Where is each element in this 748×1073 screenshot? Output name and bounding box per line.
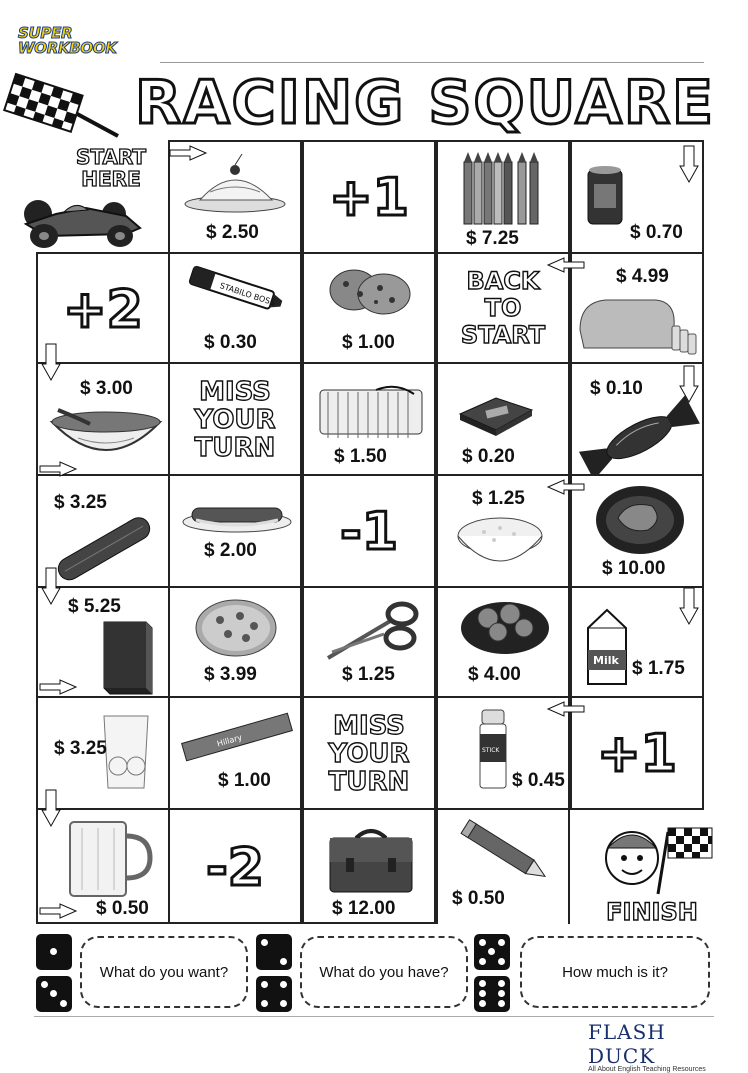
finish-label: FINISH <box>606 898 698 926</box>
salad-icon <box>460 594 550 656</box>
price-label: $ 1.50 <box>334 446 387 467</box>
cookies-icon <box>324 264 414 316</box>
board-cell-r1c4 <box>436 140 570 254</box>
die-three-icon <box>36 976 72 1012</box>
pointing-hand-icon <box>546 698 586 720</box>
board-cell-r2c3 <box>302 252 436 364</box>
back-to-start-line-3: START <box>460 321 546 349</box>
board-cell-r4c2 <box>168 474 302 588</box>
candy-icon <box>574 400 702 470</box>
back-to-start-text <box>438 268 568 349</box>
start-line-1: START <box>75 145 147 169</box>
finish-boy-icon <box>598 818 714 898</box>
board-cell-r3c4 <box>436 362 570 476</box>
turn-line: TURN <box>328 767 410 797</box>
price-label: $ 1.00 <box>342 332 395 353</box>
pizza-icon <box>194 598 278 658</box>
board-cell-r7c2 <box>168 808 302 924</box>
board-cell-r1c3 <box>302 140 436 254</box>
price-label: $ 7.25 <box>466 228 519 249</box>
price-label: $ 10.00 <box>602 558 666 579</box>
back-to-start-line-1: BACK <box>466 267 540 295</box>
price-label: $ 1.25 <box>342 664 395 685</box>
brand-line-2: WORKBOOK <box>18 39 117 57</box>
price-label: $ 2.50 <box>206 222 259 243</box>
glue-stick-icon <box>478 708 508 792</box>
steak-plate-icon <box>594 484 686 556</box>
board-cell-r5c2 <box>168 586 302 698</box>
board-cell-r6c5 <box>570 696 704 810</box>
board-cell-r5c4 <box>436 586 570 698</box>
milk-carton-icon <box>584 606 630 686</box>
price-label: $ 0.70 <box>630 222 683 243</box>
pointing-hand-icon <box>38 458 78 480</box>
die-two-icon <box>256 934 292 970</box>
turn-line: TURN <box>194 433 276 463</box>
miss-line: MISS <box>333 711 405 741</box>
logo-sub-text: All About English Teaching Resources <box>588 1066 706 1073</box>
price-label: $ 1.75 <box>632 658 685 679</box>
die-five-icon <box>474 934 510 970</box>
price-label: $ 0.10 <box>590 378 643 399</box>
school-bag-icon <box>326 824 416 894</box>
race-car-icon <box>16 194 144 250</box>
pointing-hand-icon <box>168 142 208 164</box>
board-cell-r5c3 <box>302 586 436 698</box>
price-label: $ 1.25 <box>472 488 525 509</box>
pencil-case-icon <box>48 516 158 578</box>
price-label: $ 0.50 <box>452 888 505 909</box>
footer-rule <box>34 1016 714 1017</box>
super-workbook-logo <box>18 26 148 62</box>
action-plus-one: +1 <box>597 724 677 784</box>
price-label: $ 3.00 <box>80 378 133 399</box>
bread-icon <box>576 290 700 356</box>
board-cell-r3c2 <box>168 362 302 476</box>
checkered-flag-icon <box>8 68 126 140</box>
hot-dog-icon <box>180 496 294 536</box>
brand-line-1: SUPER <box>18 24 73 42</box>
board-cell-r6c3 <box>302 696 436 810</box>
folder-icon <box>316 380 426 444</box>
scissors-icon <box>322 598 422 664</box>
ruler-icon <box>178 712 296 762</box>
crayons-icon <box>462 150 542 226</box>
milk-label: Milk <box>593 654 619 667</box>
your-line: YOUR <box>194 405 276 435</box>
beer-mug-icon <box>64 818 154 900</box>
pointing-hand-icon <box>546 476 586 498</box>
board-cell-r3c3 <box>302 362 436 476</box>
die-one-icon <box>36 934 72 970</box>
your-line: YOUR <box>328 739 410 769</box>
board-cell-r2c2 <box>168 252 302 364</box>
highlighter-brand: STABILO BOSS <box>218 281 277 308</box>
logo-main-text: FLASH DUCK <box>588 1020 666 1068</box>
header-rule <box>160 62 704 63</box>
start-label <box>60 146 162 190</box>
highlighter-icon <box>186 268 286 308</box>
flash-duck-logo <box>588 1020 718 1073</box>
price-label: $ 4.00 <box>468 664 521 685</box>
page-title: RACING SQUARE <box>134 68 716 138</box>
price-label: $ 2.00 <box>204 540 257 561</box>
action-minus-two: -2 <box>206 838 264 898</box>
prompt-what-do-you-have: What do you have? <box>300 936 468 1008</box>
eraser-box-icon <box>456 390 536 438</box>
price-label: $ 5.25 <box>68 596 121 617</box>
price-label: $ 3.25 <box>54 492 107 513</box>
die-six-icon <box>474 976 510 1012</box>
soup-bowl-icon <box>48 402 164 466</box>
board-cell-r4c5 <box>570 474 704 588</box>
board-cell-r2c5 <box>570 252 704 364</box>
start-line-2: HERE <box>81 167 141 191</box>
pointing-hand-icon <box>676 144 702 184</box>
prompt-what-do-you-want: What do you want? <box>80 936 248 1008</box>
price-label: $ 12.00 <box>332 898 396 919</box>
board-cell-r6c2 <box>168 696 302 810</box>
pencil-icon <box>456 820 556 884</box>
ruler-brand: Hillary <box>215 732 244 749</box>
board-cell-r4c3 <box>302 474 436 588</box>
rice-bowl-icon <box>454 512 546 574</box>
price-label: $ 3.99 <box>204 664 257 685</box>
prompt-how-much-is-it: How much is it? <box>520 936 710 1008</box>
price-label: $ 0.45 <box>512 770 565 791</box>
price-label: $ 4.99 <box>616 266 669 287</box>
soda-can-icon <box>586 164 624 228</box>
pointing-hand-icon <box>676 586 702 626</box>
action-plus-two: +2 <box>63 280 143 340</box>
pointing-hand-icon <box>38 566 64 606</box>
back-to-start-line-2: TO <box>484 294 522 322</box>
pointing-hand-icon <box>38 900 78 922</box>
book-icon <box>98 618 158 696</box>
board-cell-r7c4 <box>436 808 570 924</box>
die-four-icon <box>256 976 292 1012</box>
price-label: $ 0.20 <box>462 446 515 467</box>
pointing-hand-icon <box>676 364 702 404</box>
price-label: $ 1.00 <box>218 770 271 791</box>
action-plus-one: +1 <box>329 168 409 228</box>
price-label: $ 3.25 <box>54 738 107 759</box>
action-minus-one: -1 <box>340 502 398 562</box>
glue-label: STICK <box>482 747 500 754</box>
price-label: $ 0.30 <box>204 332 257 353</box>
pointing-hand-icon <box>38 342 64 382</box>
pointing-hand-icon <box>38 676 78 698</box>
price-label: $ 0.50 <box>96 898 149 919</box>
board-cell-r7c3 <box>302 808 436 924</box>
pointing-hand-icon <box>38 788 64 828</box>
pointing-hand-icon <box>546 254 586 276</box>
miss-your-turn-text <box>170 378 300 462</box>
miss-your-turn-text <box>304 712 434 796</box>
miss-line: MISS <box>199 377 271 407</box>
